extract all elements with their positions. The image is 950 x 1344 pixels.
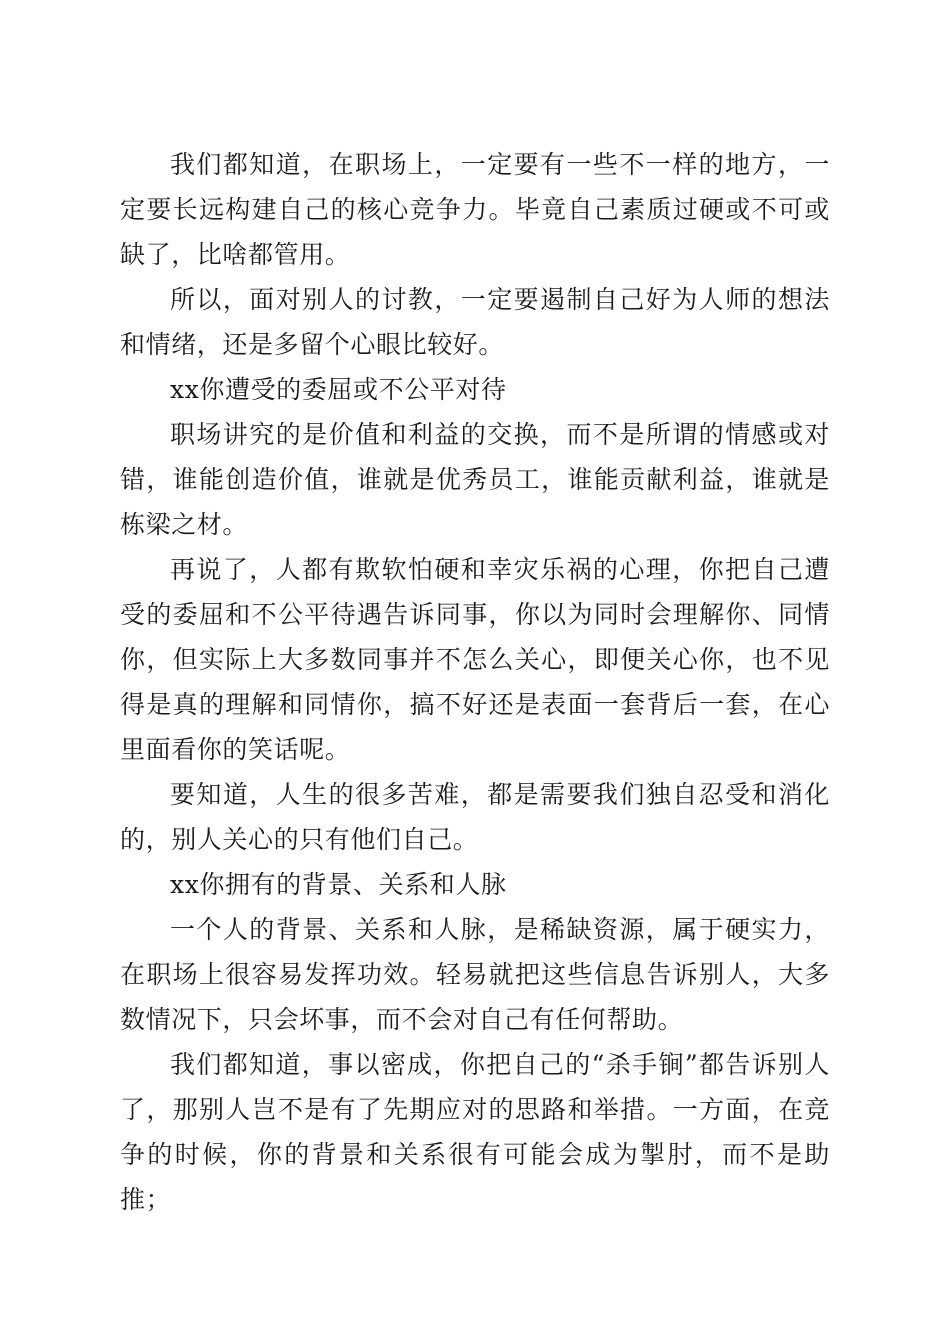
paragraph: 所以，面对别人的讨教，一定要遏制自己好为人师的想法和情绪，还是多留个心眼比较好。 bbox=[120, 285, 830, 359]
section-heading: xx你遭受的委屈或不公平对待 bbox=[170, 375, 507, 404]
document-page bbox=[120, 142, 830, 1222]
section-heading: xx你拥有的背景、关系和人脉 bbox=[170, 870, 507, 899]
paragraph: 我们都知道，在职场上，一定要有一些不一样的地方，一定要长远构建自己的核心竞争力。毕竟自己素质过硬或不可或缺了，比啥都管用。 bbox=[120, 150, 830, 269]
paragraph: 要知道，人生的很多苦难，都是需要我们独自忍受和消化的，别人关心的只有他们自己。 bbox=[120, 780, 830, 854]
paragraph: 我们都知道，事以密成，你把自己的“杀手锏”都告诉别人了，那别人岂不是有了先期应对的思路和举措。一方面，在竞争的时候，你的背景和关系很有可能会成为掣肘，而不是助推； bbox=[120, 1050, 830, 1214]
paragraph: 职场讲究的是价值和利益的交换，而不是所谓的情感或对错，谁能创造价值，谁就是优秀员工，谁能贡献利益，谁就是栋梁之材。 bbox=[120, 420, 830, 539]
paragraph: 再说了，人都有欺软怕硬和幸灾乐祸的心理，你把自己遭受的委屈和不公平待遇告诉同事，你以为同时会理解你、同情你，但实际上大多数同事并不怎么关心，即便关心你，也不见得是真的理解和同情你，搞不好还是表面一套背后一套，在心里面看你的笑话呢。 bbox=[120, 555, 830, 764]
paragraph: 一个人的背景、关系和人脉，是稀缺资源，属于硬实力，在职场上很容易发挥功效。轻易就把这些信息告诉别人，大多数情况下，只会坏事，而不会对自己有任何帮助。 bbox=[120, 915, 830, 1034]
